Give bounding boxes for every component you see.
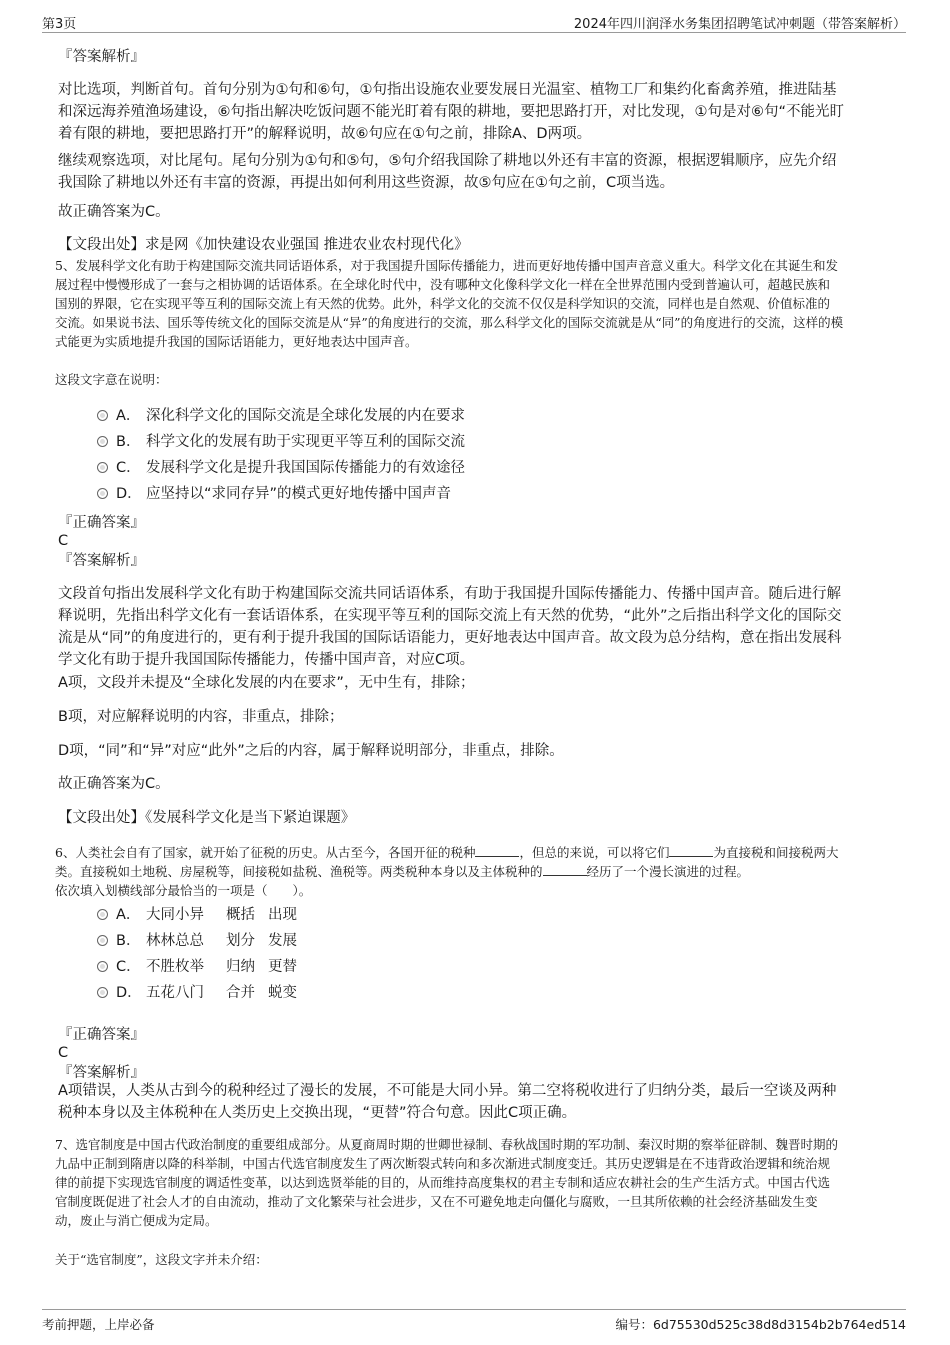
q5-prompt: 这段文字意在说明： (55, 372, 168, 387)
text-line (55, 843, 839, 862)
radio-button[interactable] (97, 436, 108, 447)
text-line: 律的前提下实现选官制度的调适性变革，以达到选贤举能的目的，从而维持高度集权的君主专制和适应农耕社会的生产生活方式。中国古代选 (55, 1175, 831, 1190)
code-label: 编号： (615, 1317, 653, 1332)
document-title: 2024年四川润泽水务集团招聘笔试冲刺题（带答案解析） (573, 17, 906, 32)
q6-stem (55, 843, 839, 900)
q5-source: 【文段出处】《发展科学文化是当下紧迫课题》 (58, 810, 356, 826)
analysis-label: 『答案解析』 (58, 49, 145, 65)
q7-stem (55, 1135, 838, 1230)
text-line: 国别的界限，它在实现平等互利的国际交流上有天然的优势。此外，科学文化的交流不仅仅是科学知识的交流，同样也是自然观、价值标准的 (55, 296, 831, 311)
text-line (55, 862, 839, 881)
text-line: 动，废止与消亡便成为定局。 (55, 1213, 218, 1228)
text-line: 继续观察选项，对比尾句。尾句分别为①句和⑤句，⑤句介绍我国除了耕地以外还有丰富的资源，根据逻辑顺序，应先介绍 (58, 153, 837, 169)
radio-button[interactable] (97, 935, 108, 946)
text-line: 税种本身以及主体税种在人类历史上交换出现，“更替”符合句意。因此C项正确。 (58, 1105, 577, 1121)
q6-option-a[interactable] (97, 904, 297, 926)
page-footer (42, 1309, 906, 1332)
q6-answer: C (58, 1045, 69, 1061)
q5-analysis-b: B项，对应解释说明的内容，非重点，排除； (58, 709, 344, 725)
q7-prompt: 关于“选官制度”，这段文字并未介绍： (55, 1252, 268, 1267)
q5-stem (55, 256, 843, 351)
radio-button[interactable] (97, 410, 108, 421)
text-line: 5、发展科学文化有助于构建国际交流共同话语体系，对于我国提升国际传播能力，进而更好地传播中国声音意义重大。科学文化在其诞生和发 (55, 258, 838, 273)
q5-analysis-d: D项，“同”和“异”对应“此外”之后的内容，属于解释说明部分，非重点，排除。 (58, 743, 564, 759)
radio-button[interactable] (97, 488, 108, 499)
option-letter: D． (116, 985, 142, 1001)
fill-blank (669, 844, 713, 857)
text-segment: 类。直接税如土地税、房屋税等，间接税如盐税、渔税等。两类税种本身以及主体税种的 (55, 864, 543, 879)
fill-blank (475, 844, 519, 857)
option-letter: A． (116, 408, 141, 424)
option-letter: A． (116, 907, 141, 923)
text-line: 着有限的耕地，要把思路打开”的解释说明，故⑥句应在①句之前，排除A、D两项。 (58, 126, 592, 142)
radio-button[interactable] (97, 961, 108, 972)
option-letter: C． (116, 460, 141, 476)
code-value: 6d75530d525c38d8d3154b2b764ed514 (652, 1317, 906, 1332)
q6-option-d[interactable] (97, 982, 297, 1004)
text-line: 展过程中慢慢形成了一套与之相协调的话语体系。在全球化时代中，没有哪种文化像科学文化一样在全世界范围内受到普遍认可，超越民族和 (55, 277, 831, 292)
option-letter: B． (116, 933, 141, 949)
q5-option-a[interactable] (97, 405, 465, 427)
option-text: 科学文化的发展有助于实现更平等互利的国际交流 (146, 434, 465, 450)
q5-answer: C (58, 533, 69, 549)
option-word: 大同小异 (146, 907, 204, 923)
text-segment: 为直接税和间接税两大 (713, 845, 839, 860)
radio-button[interactable] (97, 987, 108, 998)
option-word: 出现 (268, 907, 297, 923)
text-line: 流是从“同”的角度进行的，更有利于提升我国的国际话语能力，更好地表达中国声音。故文段为总分结构，意在指出发展科 (58, 630, 842, 646)
text-line: 对比选项，判断首句。首句分别为①句和⑥句，①句指出设施农业要发展日光温室、植物工厂和集约化畜禽养殖，推进陆基 (58, 82, 837, 98)
footer-slogan: 考前押题，上岸必备 (42, 1317, 155, 1332)
fill-blank (543, 863, 587, 876)
q5-answer-label: 『正确答案』 (58, 515, 145, 531)
q4-conclusion: 故正确答案为C。 (58, 204, 170, 220)
q6-answer-label: 『正确答案』 (58, 1027, 145, 1043)
page-number: 第3页 (42, 17, 77, 32)
option-text: 应坚持以“求同存异”的模式更好地传播中国声音 (146, 486, 452, 502)
text-segment: 经历了一个漫长演进的过程。 (586, 864, 750, 879)
q5-option-c[interactable] (97, 457, 465, 479)
q4-source: 【文段出处】求是网《加快建设农业强国 推进农业农村现代化》 (58, 237, 469, 253)
option-word: 归纳 (226, 959, 255, 975)
option-word: 不胜枚举 (146, 959, 204, 975)
q5-option-d[interactable] (97, 483, 451, 505)
q6-option-b[interactable] (97, 930, 297, 952)
q4-analysis-paragraph-1 (58, 79, 844, 145)
text-line: 文段首句指出发展科学文化有助于构建国际交流共同话语体系，有助于我国提升国际传播能力、传播中国声音。随后进行解 (58, 586, 841, 602)
option-word: 林林总总 (146, 933, 204, 949)
text-line: 学文化有助于提升我国国际传播能力，传播中国声音，对应C项。 (58, 652, 475, 668)
option-word: 划分 (226, 933, 255, 949)
text-line: 式能更为实质地提升我国的国际话语能力，更好地表达中国声音。 (55, 334, 418, 349)
option-text: 发展科学文化是提升我国国际传播能力的有效途径 (146, 460, 465, 476)
text-segment: ，但总的来说，可以将它们 (519, 845, 670, 860)
q6-analysis-paragraph (58, 1080, 836, 1124)
document-code (615, 1315, 906, 1333)
page-header (42, 10, 906, 33)
text-line: 九品中正制到隋唐以降的科举制，中国古代选官制度发生了两次断裂式转向和多次渐进式制度变迁。其历史逻辑是在不违背政治逻辑和统治规 (55, 1156, 831, 1171)
text-line: A项错误，人类从古到今的税种经过了漫长的发展，不可能是大同小异。第二空将税收进行了归纳分类，最后一空谈及两种 (58, 1083, 837, 1099)
q5-conclusion: 故正确答案为C。 (58, 776, 170, 792)
text-line: 依次填入划横线部分最恰当的一项是（ ）。 (55, 883, 312, 898)
radio-button[interactable] (97, 909, 108, 920)
option-letter: C． (116, 959, 141, 975)
option-word: 蜕变 (268, 985, 297, 1001)
q6-option-c[interactable] (97, 956, 297, 978)
q4-analysis-paragraph-2 (58, 150, 837, 194)
option-word: 发展 (268, 933, 297, 949)
option-text: 深化科学文化的国际交流是全球化发展的内在要求 (146, 408, 465, 424)
text-line: 我国除了耕地以外还有丰富的资源，再提出如何利用这些资源，故⑤句应在①句之前，C项当选。 (58, 175, 675, 191)
option-letter: D． (116, 486, 142, 502)
q5-analysis-paragraph (58, 583, 842, 671)
option-word: 五花八门 (146, 985, 204, 1001)
text-line: 和深远海养殖渔场建设，⑥句指出解决吃饭问题不能光盯着有限的耕地，要把思路打开，对比发现，①句是对⑥句“不能光盯 (58, 104, 845, 120)
q5-option-b[interactable] (97, 431, 465, 453)
text-line: 释说明，先指出科学文化有一套话语体系，在实现平等互利的国际交流上有天然的优势，“此外”之后指出科学文化的国际交 (58, 608, 842, 624)
q5-analysis-label: 『答案解析』 (58, 553, 145, 569)
text-line: 官制度既促进了社会人才的自由流动，推动了文化繁荣与社会进步，又在不可避免地走向僵化与腐败，一旦其所依赖的社会经济基础发生变 (55, 1194, 818, 1209)
option-word: 概括 (226, 907, 255, 923)
text-segment: 6、人类社会自有了国家，就开始了征税的历史。从古至今，各国开征的税种 (55, 845, 476, 860)
text-line: 7、选官制度是中国古代政治制度的重要组成部分。从夏商周时期的世卿世禄制、春秋战国时期的军功制、秦汉时期的察举征辟制、魏晋时期的 (55, 1137, 838, 1152)
text-line: 交流。如果说书法、国乐等传统文化的国际交流是从“异”的角度进行的交流，那么科学文化的国际交流就是从“同”的角度进行的交流，这样的模 (55, 315, 844, 330)
q6-analysis-label: 『答案解析』 (58, 1065, 145, 1081)
radio-button[interactable] (97, 462, 108, 473)
option-word: 合并 (226, 985, 255, 1001)
option-letter: B． (116, 434, 141, 450)
option-word: 更替 (268, 959, 297, 975)
q5-analysis-a: A项，文段并未提及“全球化发展的内在要求”，无中生有，排除； (58, 675, 475, 691)
